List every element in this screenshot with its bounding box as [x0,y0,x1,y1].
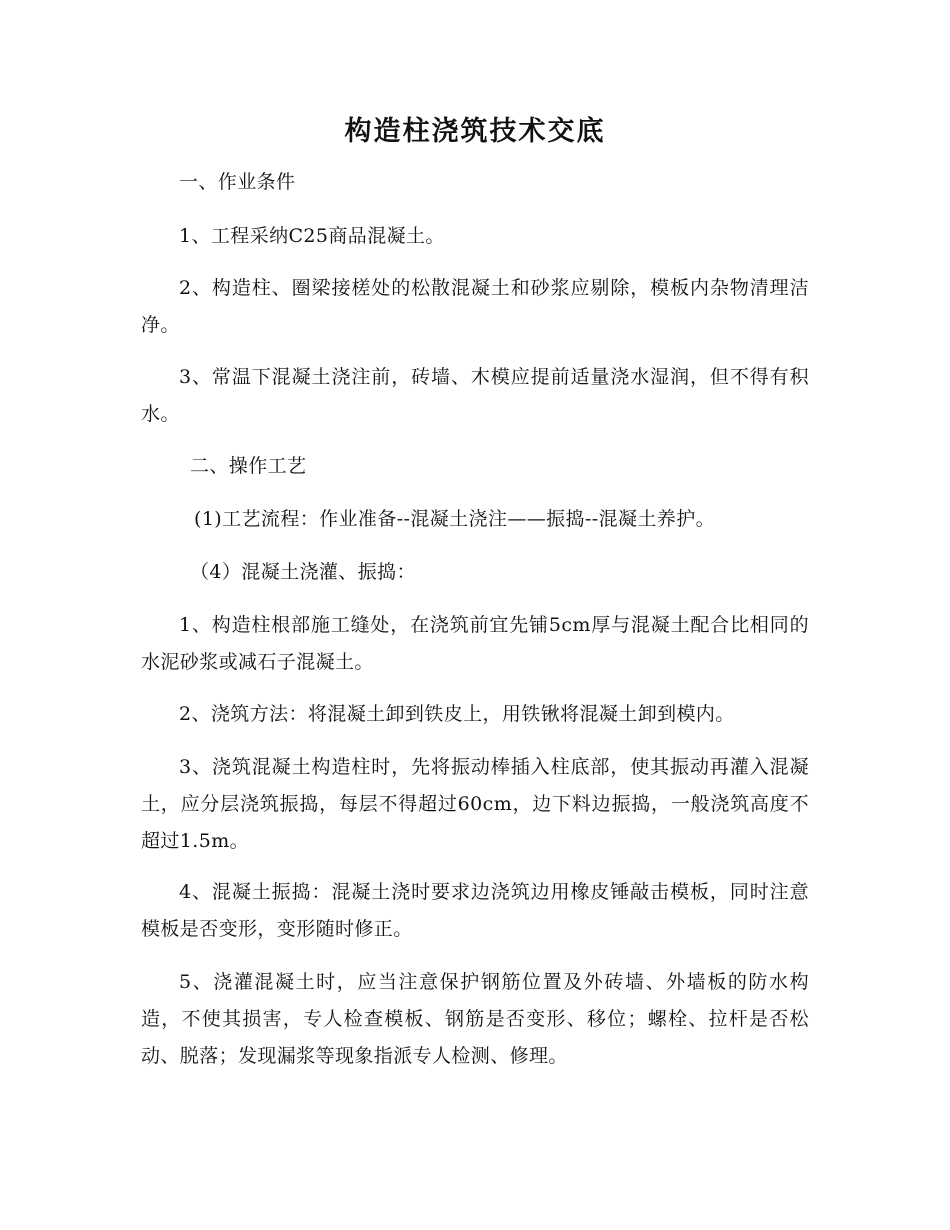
paragraph-text: 4、混凝土振捣：混凝土浇时要求边浇筑边用橡皮锤敲击模板，同时注意模板是否变形，变形随时修正。 [141,881,809,940]
paragraph-1 [141,218,809,255]
paragraph-text: 5、浇灌混凝土时，应当注意保护钢筋位置及外砖墙、外墙板的防水构造，不使其损害，专人检查模板、钢筋是否变形、移位；螺栓、拉杆是否松动、脱落；发现漏浆等现象指派专人检测、修理。 [141,971,809,1067]
paragraph-text: 1、构造柱根部施工缝处，在浇筑前宜先铺5cm厚与混凝土配合比相同的水泥砂浆或减石子混凝土。 [141,614,809,673]
paragraph-text: 2、构造柱、圈梁接槎处的松散混凝土和砂浆应剔除，模板内杂物清理洁净。 [141,277,809,336]
paragraph-6 [141,749,809,860]
paragraph-text: (1)工艺流程：作业准备--混凝土浇注——振捣--混凝土养护。 [194,508,715,530]
section-heading-text: 一、作业条件 [179,171,296,193]
section-heading-text: 二、操作工艺 [190,455,307,477]
paragraph-7 [141,874,809,948]
subsection-heading [152,554,820,591]
subsection-heading-text: （4）混凝土浇灌、振捣： [190,561,416,583]
section-heading-conditions [141,164,809,201]
paragraph-text: 3、常温下混凝土浇注前，砖墙、木模应提前适量浇水湿润，但不得有积水。 [141,366,809,425]
paragraph-2 [141,270,809,344]
paragraph-8 [141,964,809,1075]
paragraph-text: 2、浇筑方法：将混凝土卸到铁皮上，用铁锹将混凝土卸到模内。 [179,703,735,725]
paragraph-5 [141,696,809,733]
process-flow [156,501,816,538]
section-heading-process [152,448,820,485]
paragraph-4 [141,607,809,681]
paragraph-text: 1、工程采纳C25商品混凝土。 [179,225,445,247]
document-title: 构造柱浇筑技术交底 [344,116,606,147]
paragraph-text: 3、浇筑混凝土构造柱时，先将振动棒插入柱底部，使其振动再灌入混凝土，应分层浇筑振捣，每层不得超过60cm，边下料边振捣，一般浇筑高度不超过1.5m。 [141,756,809,852]
paragraph-3 [141,359,809,433]
